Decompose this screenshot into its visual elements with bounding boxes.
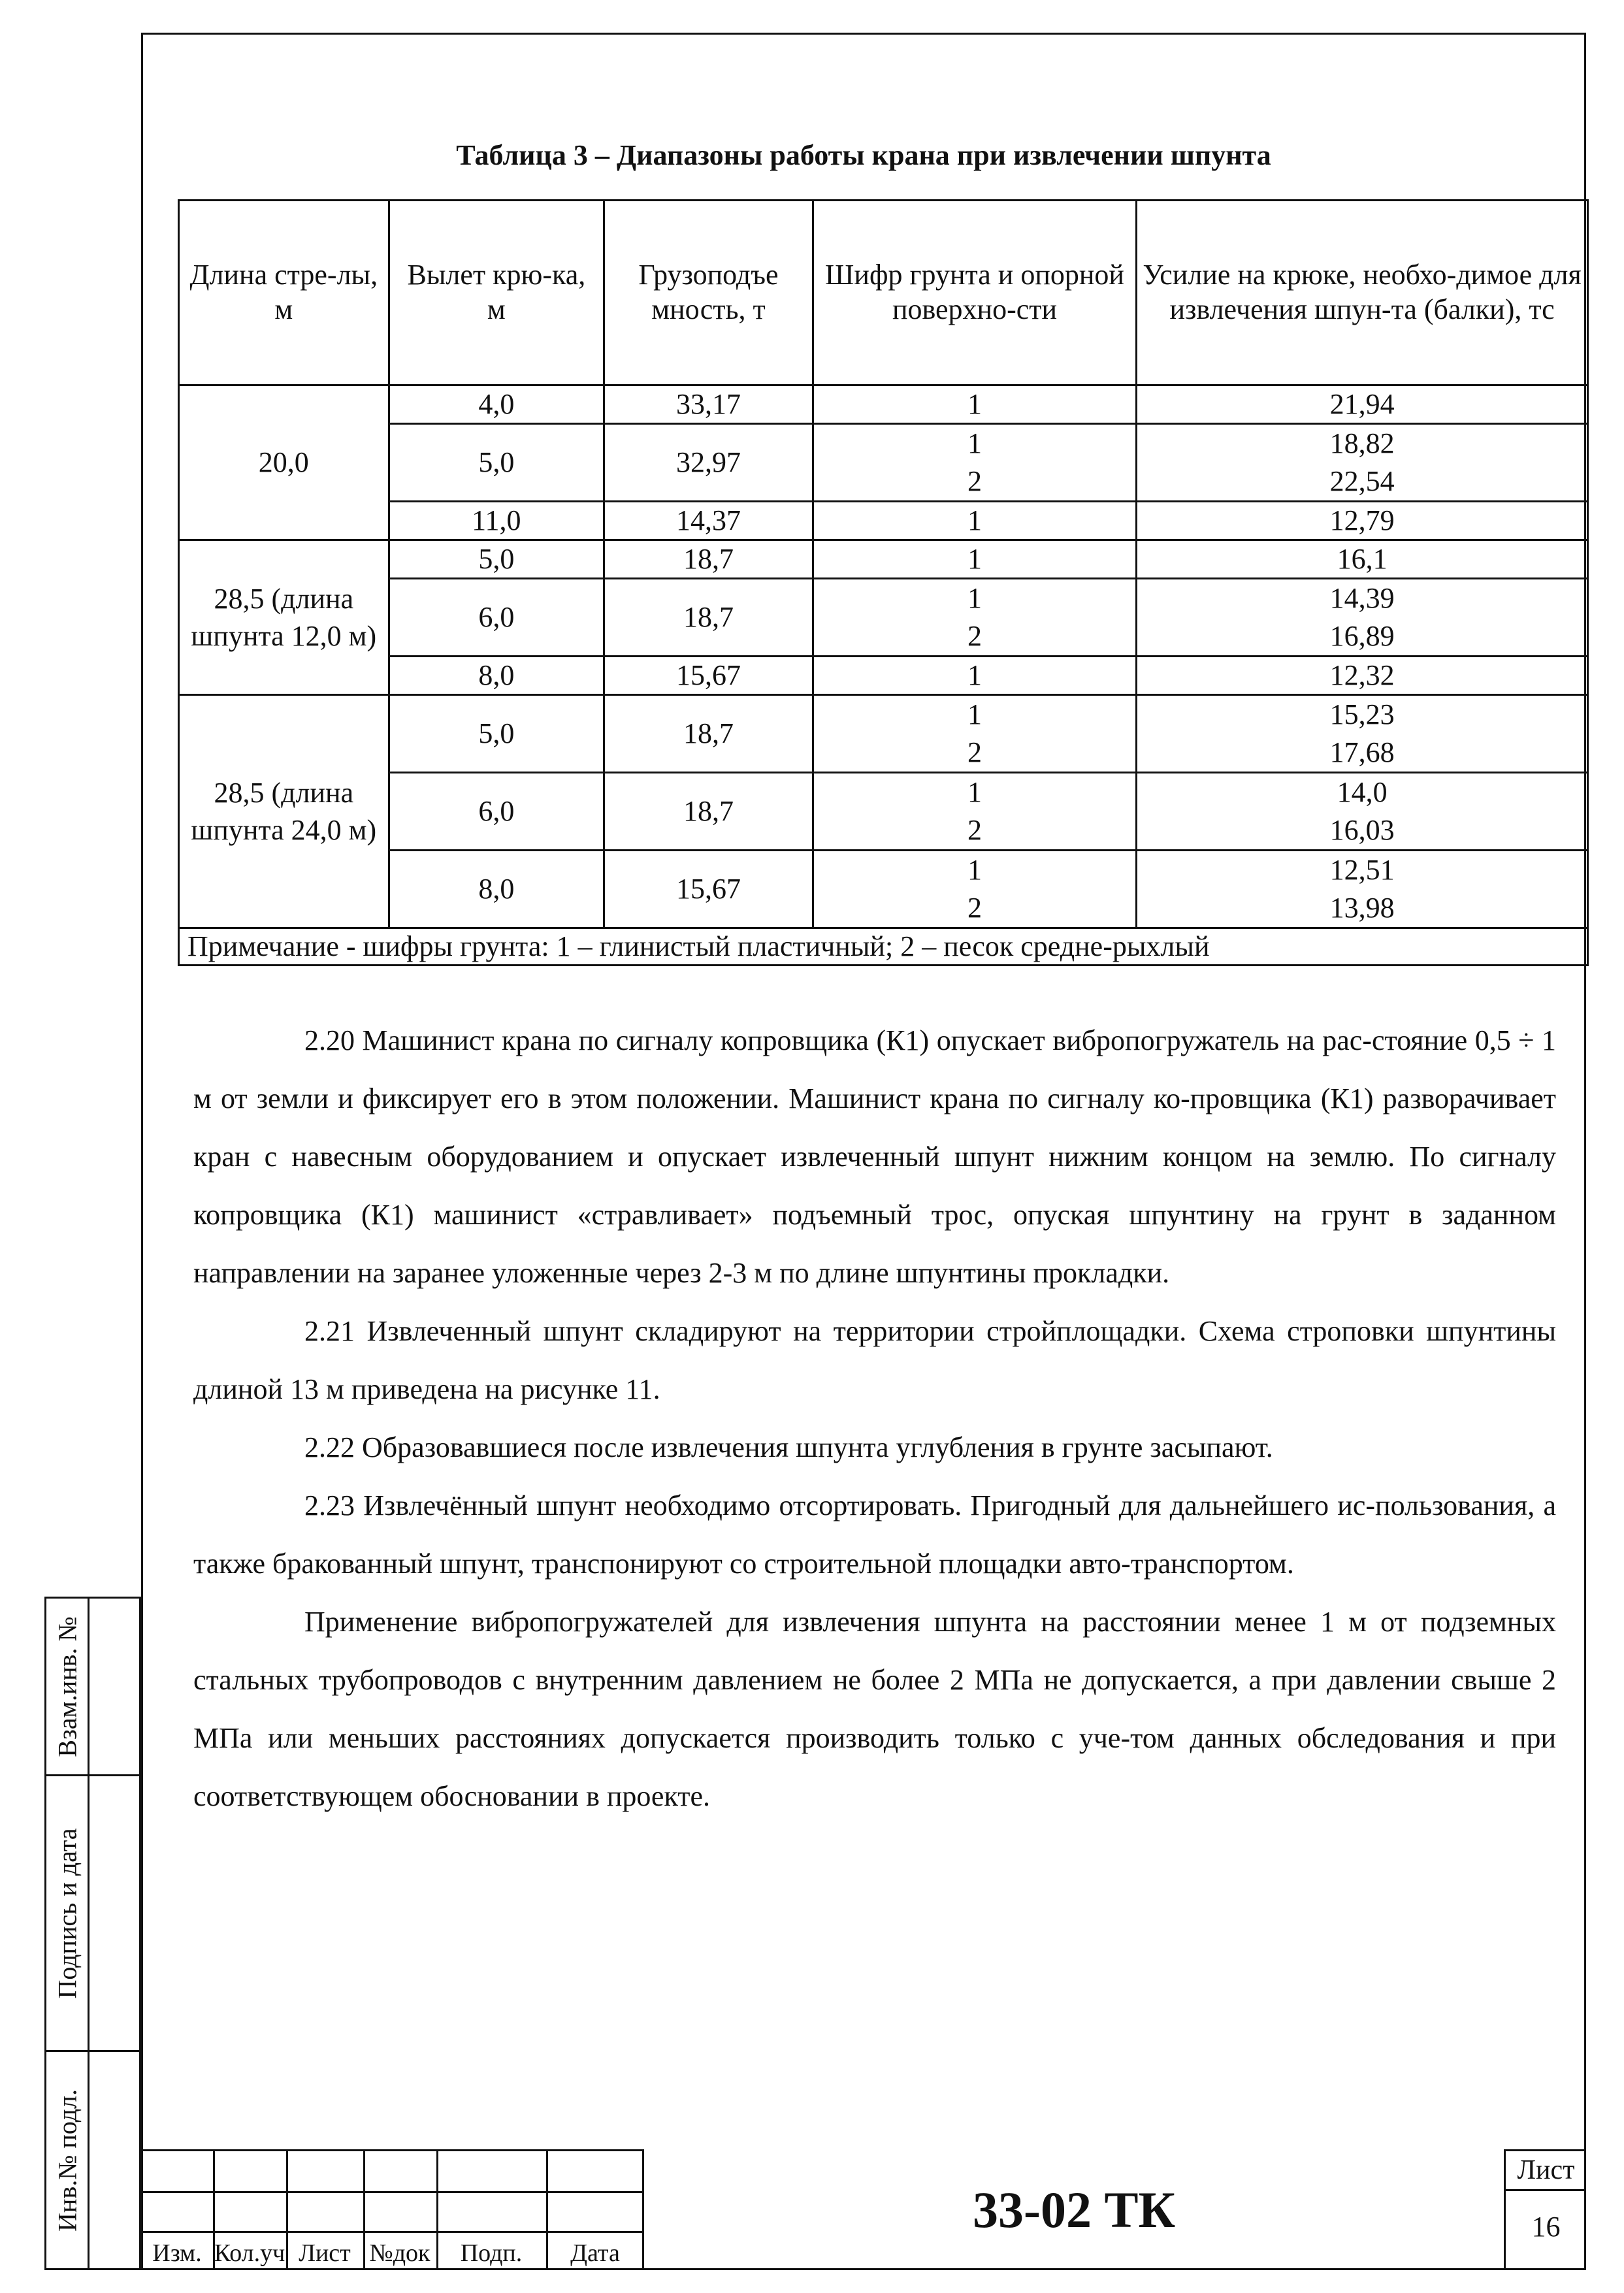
paragraph: 2.21 Извлеченный шпунт складируют на территории стройплощадки. Схема строповки шпунтины длиной 13 м приведена на рисунке 11.	[193, 1315, 1556, 1405]
code-value: 1	[967, 582, 982, 614]
header-soil-code: Шифр грунта и опорной поверхно-сти	[813, 201, 1136, 385]
force-cell	[1137, 579, 1588, 657]
header-capacity: Грузоподъе мность, т	[604, 201, 813, 385]
force-cell: 12,79	[1137, 502, 1588, 540]
force-cell	[1137, 773, 1588, 851]
force-value: 17,68	[1329, 736, 1395, 768]
sheet-number: 16	[1531, 2211, 1561, 2243]
tb-header-count: Кол.уч	[214, 2239, 285, 2267]
code-cell: 1	[813, 657, 1136, 695]
crane-range-table	[178, 199, 1589, 966]
sheet-box	[1504, 2149, 1586, 2270]
force-value: 12,51	[1329, 854, 1395, 886]
side-cell-inv-orig	[46, 2052, 139, 2268]
force-cell: 16,1	[1137, 540, 1588, 579]
reach-cell: 6,0	[389, 773, 604, 851]
boom-cell: 28,5 (длина шпунта 12,0 м)	[179, 540, 389, 695]
side-label-sign-date: Подпись и дата	[52, 1827, 82, 1999]
code-value: 2	[967, 814, 982, 846]
paragraph: 2.22 Образовавшиеся после извлечения шпунта углубления в грунте засыпают.	[304, 1431, 1273, 1463]
reach-cell: 5,0	[389, 695, 604, 773]
capacity-cell: 33,17	[604, 385, 813, 424]
table-note-row	[179, 928, 1588, 966]
table-row	[179, 502, 1588, 540]
code-value: 1	[967, 698, 982, 730]
tb-header-signature: Подп.	[460, 2239, 523, 2267]
tb-header-change: Изм.	[152, 2239, 202, 2267]
capacity-cell: 15,67	[604, 657, 813, 695]
force-value: 13,98	[1329, 892, 1395, 924]
table-row	[179, 695, 1588, 773]
side-label-inv-orig: Инв.№ подл.	[52, 2089, 82, 2232]
side-cell-swap-inv	[46, 1599, 139, 1776]
force-cell	[1137, 851, 1588, 928]
reach-cell: 6,0	[389, 579, 604, 657]
reach-cell: 5,0	[389, 424, 604, 502]
force-value: 16,89	[1329, 620, 1395, 652]
title-block-grid	[141, 2149, 644, 2270]
code-cell: 1	[813, 385, 1136, 424]
force-value: 22,54	[1329, 465, 1395, 497]
reach-cell: 11,0	[389, 502, 604, 540]
code-value: 2	[967, 465, 982, 497]
code-value: 1	[967, 854, 982, 886]
side-cell-sign-date	[46, 1776, 139, 2052]
paragraph: Применение вибропогружателей для извлечения шпунта на расстоянии менее 1 м от подземных стальных трубопроводов с внутренним давлением не более 2 МПа не допускается, а при давлении свыше 2 МПа или меньших расстояниях допускается производить только с уче-том данных обследования и при соответствующем обосновании в проекте.	[193, 1606, 1556, 1812]
code-cell: 1	[813, 502, 1136, 540]
table-row	[179, 579, 1588, 657]
code-cell	[813, 579, 1136, 657]
reach-cell: 8,0	[389, 851, 604, 928]
code-cell: 1	[813, 540, 1136, 579]
force-cell	[1137, 695, 1588, 773]
table-header-row	[179, 201, 1588, 385]
body-text	[193, 1011, 1556, 1825]
paragraph: 2.23 Извлечённый шпунт необходимо отсортировать. Пригодный для дальнейшего ис-пользования, а также бракованный шпунт, транспонируют со строительной площадки авто-транспортом.	[193, 1489, 1556, 1580]
code-value: 2	[967, 620, 982, 652]
table-row	[179, 385, 1588, 424]
sheet-label: Лист	[1506, 2151, 1586, 2191]
code-value: 2	[967, 736, 982, 768]
capacity-cell: 32,97	[604, 424, 813, 502]
table-row	[179, 773, 1588, 851]
reach-cell: 4,0	[389, 385, 604, 424]
code-cell	[813, 424, 1136, 502]
code-cell	[813, 773, 1136, 851]
boom-cell: 28,5 (длина шпунта 24,0 м)	[179, 695, 389, 928]
code-value: 2	[967, 892, 982, 924]
tb-header-doc-no: №док	[369, 2239, 430, 2267]
force-value: 14,0	[1337, 776, 1388, 808]
capacity-cell: 18,7	[604, 579, 813, 657]
header-hook-reach: Вылет крю-ка, м	[389, 201, 604, 385]
tb-header-date: Дата	[570, 2239, 620, 2267]
boom-cell: 20,0	[179, 385, 389, 540]
force-cell: 12,32	[1137, 657, 1588, 695]
table-title: Таблица 3 – Диапазоны работы крана при извлечении шпунта	[456, 139, 1271, 171]
code-cell	[813, 695, 1136, 773]
capacity-cell: 15,67	[604, 851, 813, 928]
header-boom-length: Длина стре-лы, м	[179, 201, 389, 385]
code-value: 1	[967, 776, 982, 808]
tb-header-sheet: Лист	[299, 2239, 351, 2267]
header-hook-force: Усилие на крюке, необхо-димое для извлечения шпун-та (балки), тс	[1137, 201, 1588, 385]
side-stamp	[44, 1597, 141, 2270]
force-value: 15,23	[1329, 698, 1395, 730]
reach-cell: 8,0	[389, 657, 604, 695]
capacity-cell: 18,7	[604, 695, 813, 773]
side-label-swap-inv: Взам.инв. №	[52, 1616, 82, 1757]
code-cell	[813, 851, 1136, 928]
document-code: 33-02 ТК	[972, 2181, 1176, 2238]
capacity-cell: 18,7	[604, 540, 813, 579]
paragraph: 2.20 Машинист крана по сигналу копровщика (К1) опускает вибропогружатель на рас-стояние 0,5 ÷ 1 м от земли и фиксирует его в этом положении. Машинист крана по сигналу ко-провщика (К1) разворачивает кран с навесным оборудованием и опускает извлеченный шпунт нижним концом на землю. По сигналу копровщика (К1) машинист «стравливает» подъемный трос, опуская шпунтину на грунт в заданном направлении на заранее уложенные через 2-3 м по длине шпунтины прокладки.	[193, 1024, 1556, 1289]
table-row	[179, 657, 1588, 695]
force-cell	[1137, 424, 1588, 502]
force-cell: 21,94	[1137, 385, 1588, 424]
table-row	[179, 424, 1588, 502]
table-note: Примечание - шифры грунта: 1 – глинистый пластичный; 2 – песок средне-рыхлый	[179, 928, 1588, 966]
force-value: 14,39	[1329, 582, 1395, 614]
force-value: 16,03	[1329, 814, 1395, 846]
capacity-cell: 14,37	[604, 502, 813, 540]
table-row	[179, 851, 1588, 928]
reach-cell: 5,0	[389, 540, 604, 579]
capacity-cell: 18,7	[604, 773, 813, 851]
force-value: 18,82	[1329, 427, 1395, 459]
code-value: 1	[967, 427, 982, 459]
table-row	[179, 540, 1588, 579]
